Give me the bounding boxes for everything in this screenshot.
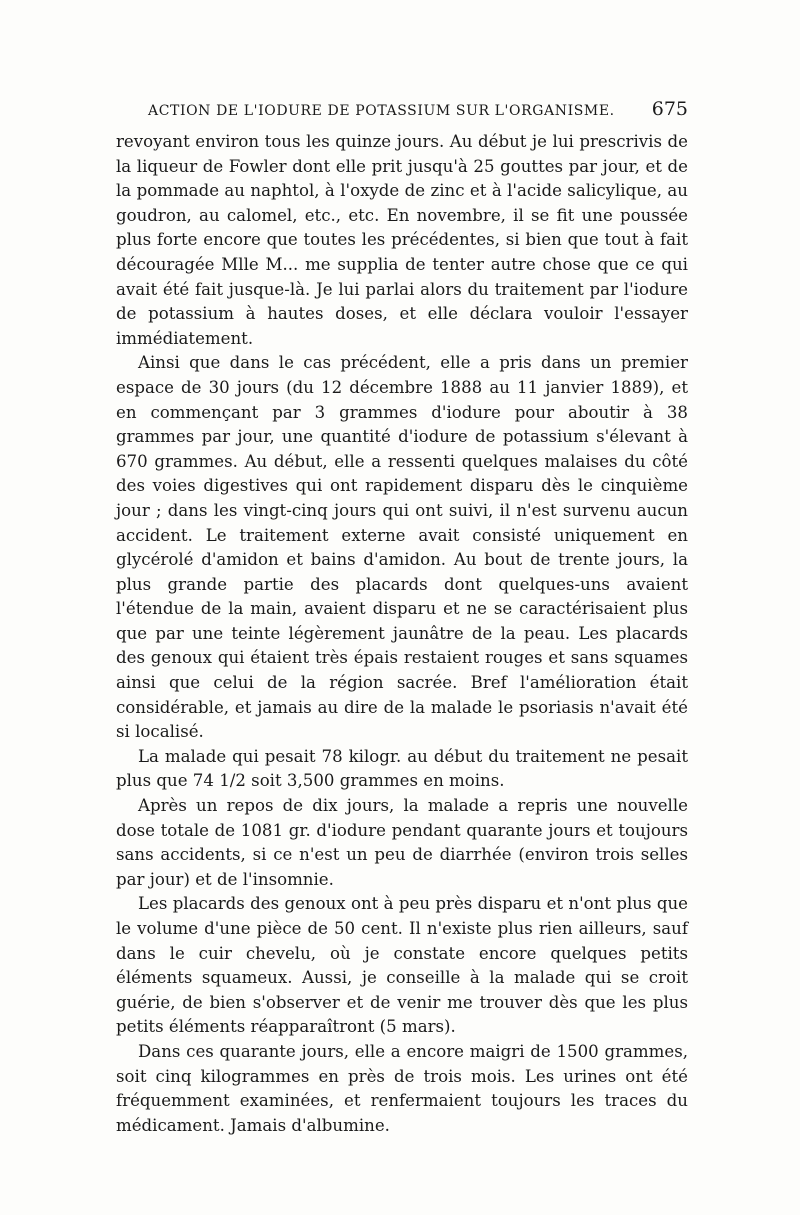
paragraph: Ainsi que dans le cas précédent, elle a pris dans un premier espace de 30 jours (du 12 décembre 1888 au 11 janvier 1889), et en commençant par 3 grammes d'iodure pour aboutir à 38 grammes par jour, une quantité d'iodure de potassium s'élevant à 670 grammes. Au début, elle a ressenti quelques malaises du côté des voies digestives qui ont rapidement disparu dès le cinquième jour ; dans les vingt-cinq jours qui ont suivi, il n'est survenu aucun accident. Le traitement externe avait consisté uniquement en glycérolé d'amidon et bains d'amidon. Au bout de trente jours, la plus grande partie des placards dont quelques-uns avaient l'étendue de la main, avaient disparu et ne se caractérisaient plus que par une teinte légèrement jaunâtre de la peau. Les placards des genoux qui étaient très épais restaient rouges et sans squames ainsi que celui de la région sacrée. Bref l'amélioration était considérable, et jamais au dire de la malade le psoriasis n'avait été si localisé. [116, 353, 688, 742]
paragraph: Les placards des genoux ont à peu près disparu et n'ont plus que le volume d'une pièce de 50 cent. Il n'existe plus rien ailleurs, sauf dans le cuir chevelu, où je constate encore quelques petits éléments squameux. Aussi, je conseille à la malade qui se croit guérie, de bien s'observer et de venir me trouver dès que les plus petits éléments réapparaîtront (5 mars). [116, 894, 688, 1037]
book-page [116, 98, 688, 1138]
paragraph: Dans ces quarante jours, elle a encore maigri de 1500 grammes, soit cinq kilogrammes en près de trois mois. Les urines ont été fréquemment examinées, et renfermaient toujours les traces du médicament. Jamais d'albumine. [116, 1041, 688, 1135]
page-number: 675 [651, 98, 688, 120]
paragraph-continuation: revoyant environ tous les quinze jours. Au début je lui prescrivis de la liqueur de Fowler dont elle prit jusqu'à 25 gouttes par jour, et de la pommade au naphtol, à l'oxyde de zinc et à l'acide salicylique, au goudron, au calomel, etc., etc. En novembre, il se fit une poussée plus forte encore que toutes les précédentes, si bien que tout à fait découragée Mlle M... me supplia de tenter autre chose que ce qui avait été fait jusque-là. Je lui parlai alors du traitement par l'iodure de potassium à hautes doses, et elle déclara vouloir l'essayer immédiatement. [116, 132, 688, 348]
paragraph: La malade qui pesait 78 kilogr. au début du traitement ne pesait plus que 74 1/2 soit 3,500 grammes en moins. [116, 746, 688, 791]
running-title: ACTION DE L'IODURE DE POTASSIUM SUR L'ORGANISME. [148, 103, 615, 119]
paragraph: Après un repos de dix jours, la malade a repris une nouvelle dose totale de 1081 gr. d'iodure pendant quarante jours et toujours sans accidents, si ce n'est un peu de diarrhée (environ trois selles par jour) et de l'insomnie. [116, 796, 688, 889]
running-header [148, 98, 688, 126]
page-body [116, 130, 688, 1138]
